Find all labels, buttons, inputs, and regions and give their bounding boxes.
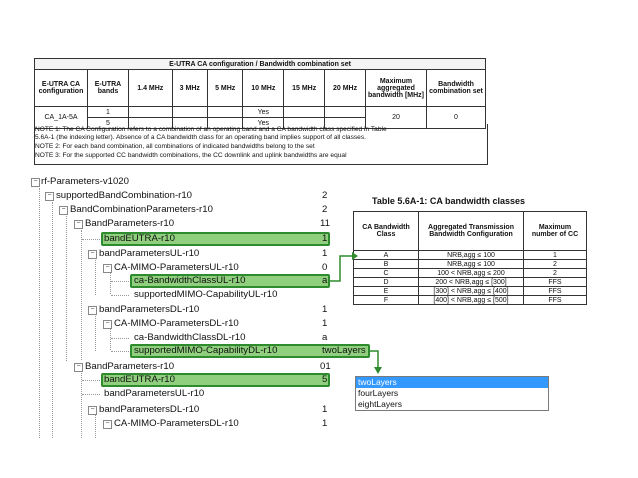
note-line: NOTE 1: The CA Configuration refers to a combination of an operating band and a CA bandwidth class specified in Table: [35, 126, 387, 133]
table-row: D 200 < NRB,agg ≤ [300] FFS: [354, 278, 587, 287]
table-row: [35, 107, 486, 118]
tree-node-supported-band-combination[interactable]: supportedBandCombination-r10: [56, 190, 192, 201]
tree-node-band-parameters-ul[interactable]: bandParametersUL-r10: [99, 248, 200, 259]
tree-value: twoLayers: [322, 345, 366, 356]
tree-node-band-parameters-dl[interactable]: bandParametersDL-r10: [99, 304, 200, 315]
tree-node-ca-bandwidth-class-ul[interactable]: ca-BandwidthClassUL-r10: [134, 275, 246, 286]
tree-value: 2: [322, 204, 328, 215]
tree-value: 1: [322, 404, 328, 415]
tree-value: 2: [322, 190, 328, 201]
tree-value: 5: [322, 374, 328, 385]
col-header: Bandwidth combination set: [427, 70, 486, 107]
tree-value: 01: [320, 361, 331, 372]
config-cell: CA_1A-5A: [35, 107, 88, 129]
bw-table-title: Table 5.6A-1: CA bandwidth classes: [372, 196, 526, 206]
ca-bandwidth-classes-table: [353, 211, 587, 305]
arrow-to-dropdown: [370, 351, 378, 368]
arrow-to-class-table: [330, 256, 352, 281]
tree-node-ca-mimo-parameters-dl[interactable]: CA-MIMO-ParametersDL-r10: [114, 318, 239, 329]
tree-value: 1: [322, 318, 328, 329]
tree-value: a: [322, 275, 328, 286]
dropdown-option-eight-layers[interactable]: eightLayers: [358, 399, 402, 409]
ca-configuration-table: [34, 58, 486, 129]
tree-node-band-eutra[interactable]: bandEUTRA-r10: [104, 233, 175, 244]
note-line: NOTE 3: For the supported CC bandwidth combinations, the CC downlink and uplink bandwidths are equal: [35, 152, 347, 159]
col-header: Maximum aggregated bandwidth [MHz]: [366, 70, 427, 107]
note-line: NOTE 2: For each band combination, all combinations of indicated bandwidths belong to the set: [35, 143, 315, 150]
max-bw-cell: 20: [366, 107, 427, 129]
mimo-layers-dropdown[interactable]: [355, 376, 549, 411]
table-row: F [400] < NRB,agg ≤ [500] FFS: [354, 296, 587, 305]
arrow-head: [374, 367, 382, 374]
col-header: 15 MHz: [284, 70, 325, 107]
tree-node-band-parameters-ul[interactable]: bandParametersUL-r10: [104, 388, 205, 399]
tree-node-ca-bandwidth-class-dl[interactable]: ca-BandwidthClassDL-r10: [134, 332, 246, 343]
band-cell: 5: [88, 118, 129, 129]
dropdown-option-four-layers[interactable]: fourLayers: [358, 388, 399, 398]
tree-value: 1: [322, 304, 328, 315]
col-header: Maximum number of CC: [524, 212, 587, 251]
col-header: 5 MHz: [207, 70, 242, 107]
dropdown-option-two-layers[interactable]: twoLayers: [356, 377, 548, 388]
tree-node-band-eutra[interactable]: bandEUTRA-r10: [104, 374, 175, 385]
bw-set-cell: 0: [427, 107, 486, 129]
col-header: 3 MHz: [172, 70, 207, 107]
band-cell: 1: [88, 107, 129, 118]
col-header: 20 MHz: [325, 70, 366, 107]
col-header: E-UTRA bands: [88, 70, 129, 107]
col-header: 1.4 MHz: [129, 70, 173, 107]
tree-node-ca-mimo-parameters-dl[interactable]: CA-MIMO-ParametersDL-r10: [114, 418, 239, 429]
yes-cell: Yes: [243, 107, 284, 118]
tree-node-supported-mimo-capability-ul[interactable]: supportedMIMO-CapabilityUL-r10: [134, 289, 278, 300]
table-title: E-UTRA CA configuration / Bandwidth combination set: [35, 59, 486, 70]
col-header: Aggregated Transmission Bandwidth Configuration: [419, 212, 524, 251]
tree-value: a: [322, 332, 328, 343]
note-line: 5.6A-1 (the indexing letter). Absence of a CA bandwidth class for an operating band implies support of all classes.: [35, 134, 366, 141]
tree-value: 0: [322, 262, 328, 273]
tree-node-band-parameters-dl[interactable]: bandParametersDL-r10: [99, 404, 200, 415]
tree-node-ca-mimo-parameters-ul[interactable]: CA-MIMO-ParametersUL-r10: [114, 262, 239, 273]
tree-node-supported-mimo-capability-dl[interactable]: supportedMIMO-CapabilityDL-r10: [134, 345, 278, 356]
tree-node-band-combination-parameters[interactable]: BandCombinationParameters-r10: [70, 204, 213, 215]
col-header: E-UTRA CA configuration: [35, 70, 88, 107]
table-row: B NRB,agg ≤ 100 2: [354, 260, 587, 269]
tree-value: 1: [322, 418, 328, 429]
tree-node-band-parameters[interactable]: BandParameters-r10: [85, 361, 175, 372]
table-row: E [300] < NRB,agg ≤ [400] FFS: [354, 287, 587, 296]
table-row: C 100 < NRB,agg ≤ 200 2: [354, 269, 587, 278]
col-header: 10 MHz: [243, 70, 284, 107]
col-header: CA Bandwidth Class: [354, 212, 419, 251]
tree-node-rf-parameters[interactable]: rf-Parameters-v1020: [41, 176, 129, 187]
tree-value: 11: [320, 218, 330, 229]
tree-value: 1: [322, 248, 328, 259]
table-row: A NRB,agg ≤ 100 1: [354, 251, 587, 260]
yes-cell: Yes: [243, 118, 284, 129]
tree-value: 1: [322, 233, 328, 244]
tree-node-band-parameters[interactable]: BandParameters-r10: [85, 218, 175, 229]
